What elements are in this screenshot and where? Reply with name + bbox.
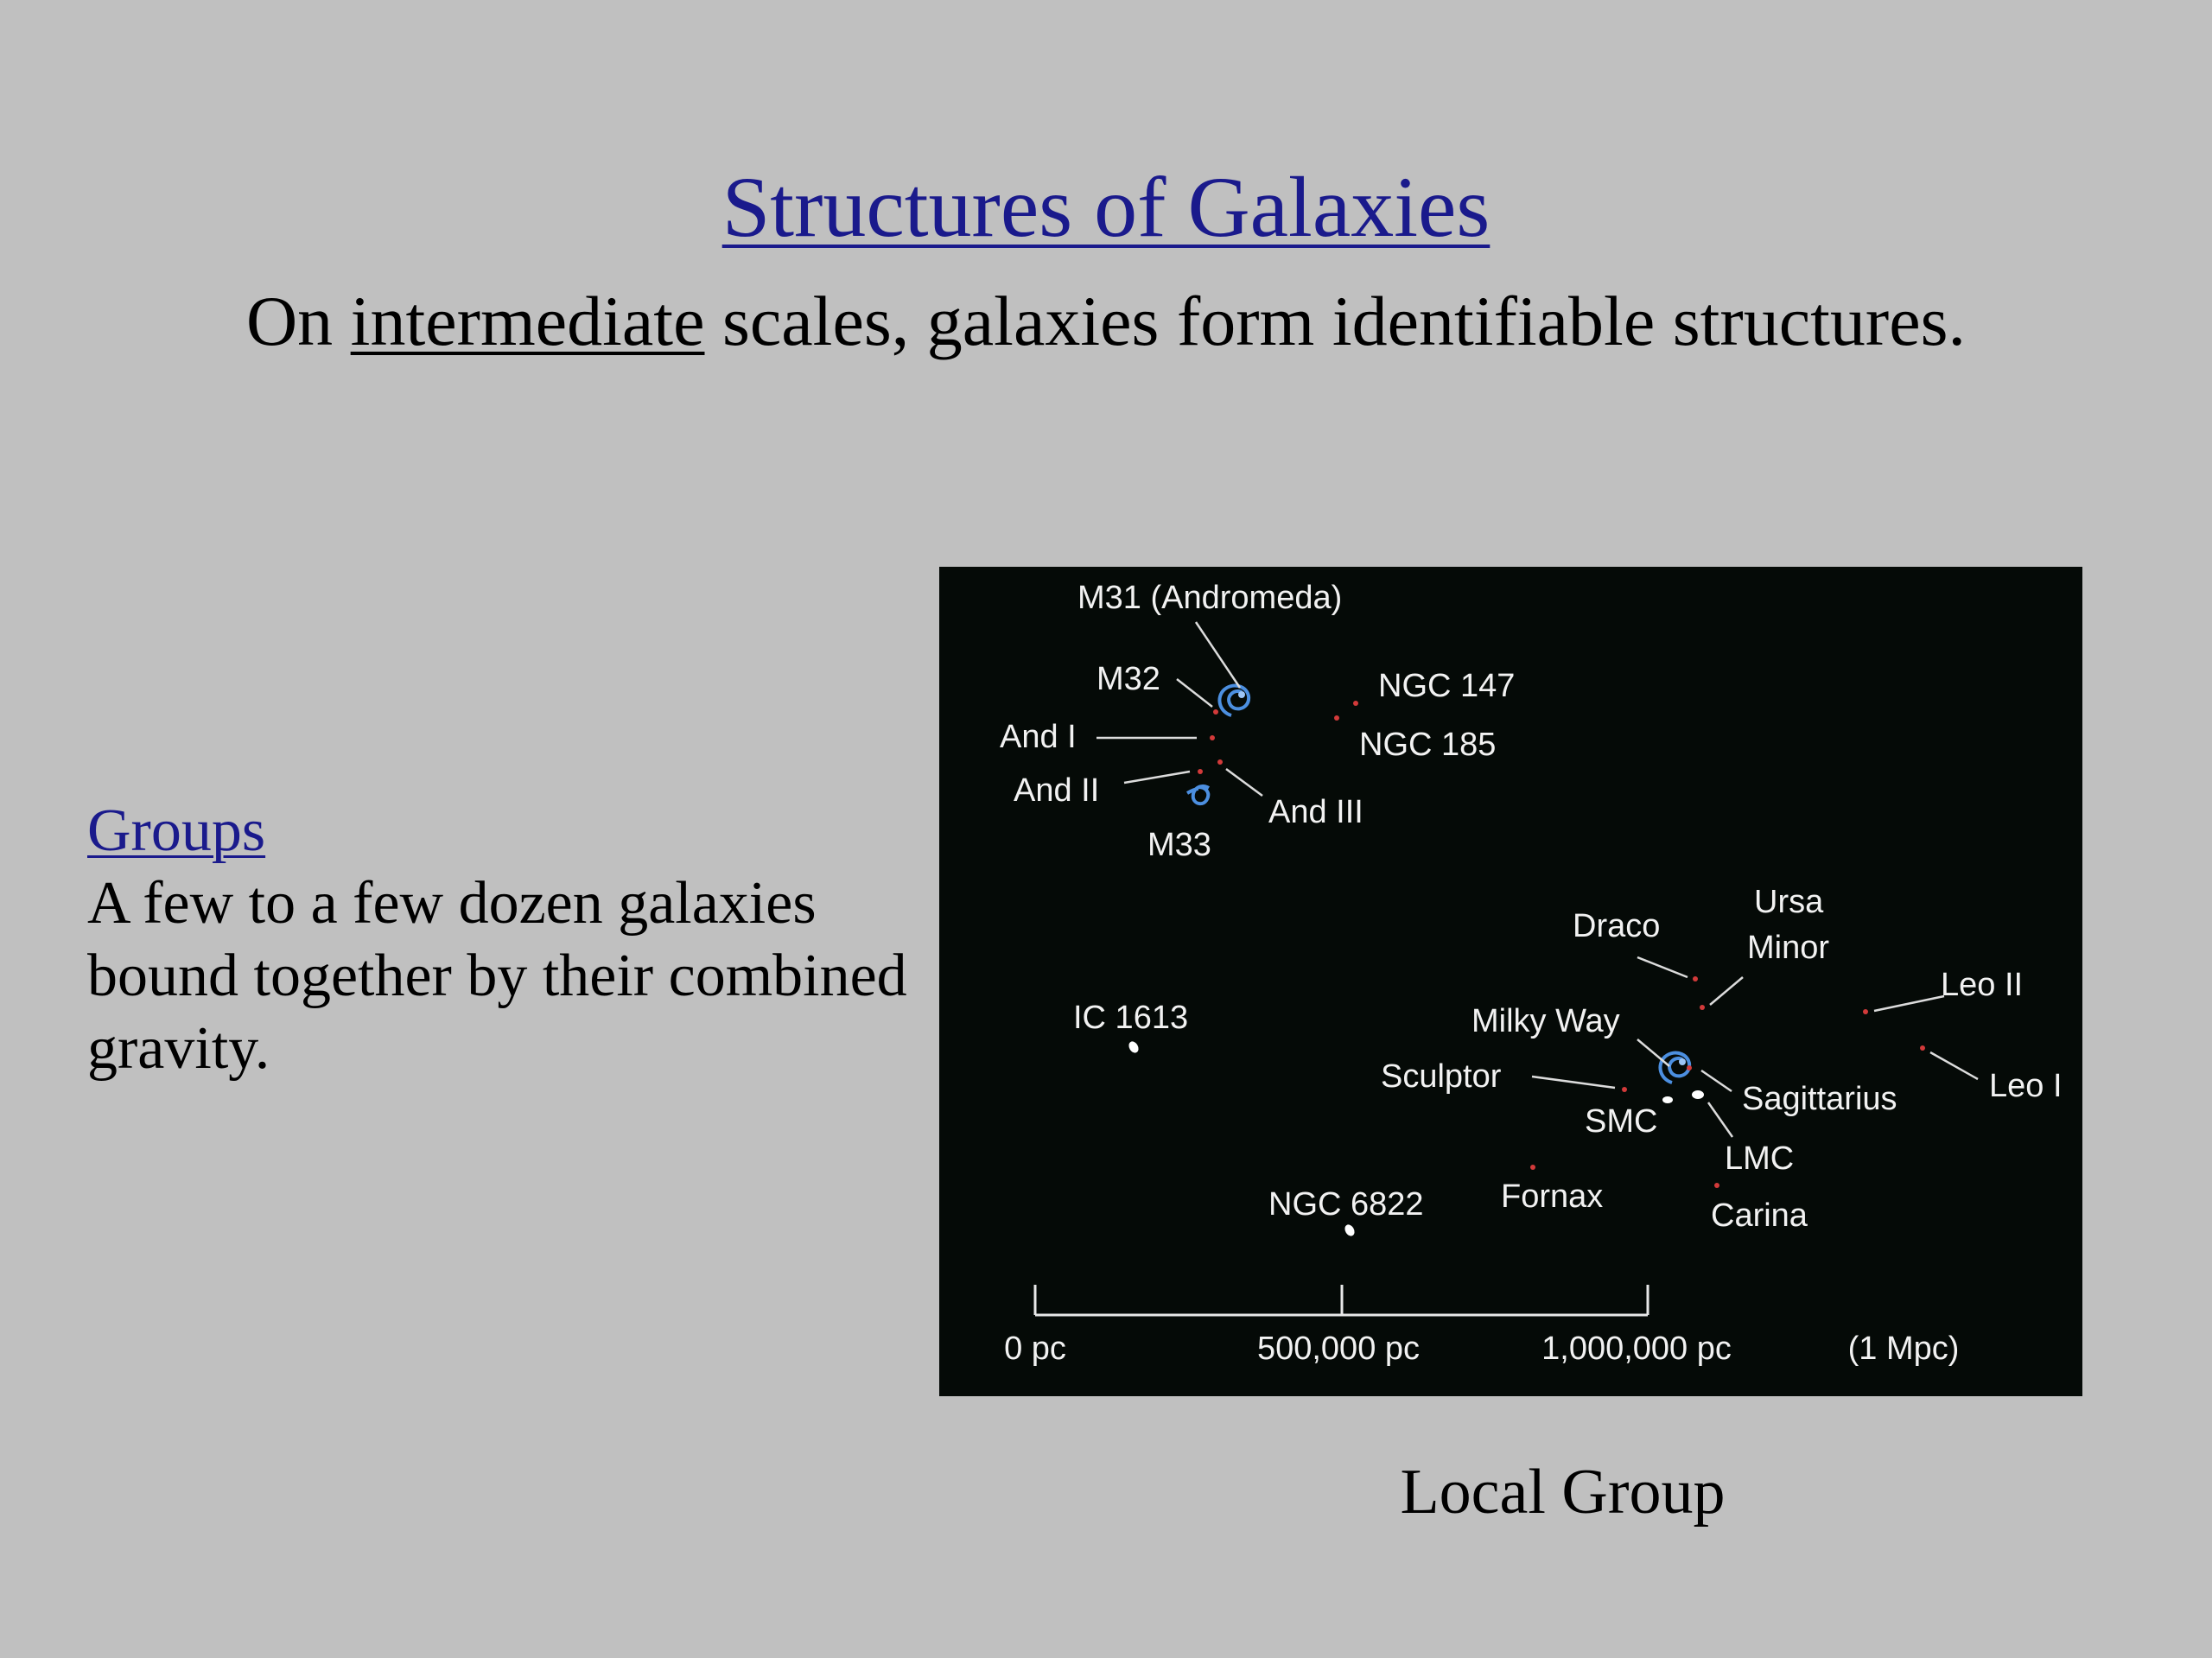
slide-title-link[interactable]: Structures of Galaxies: [721, 159, 1491, 255]
and3-dot: [1217, 759, 1223, 765]
milky-way-leader: [1637, 1039, 1669, 1066]
leo1-leader: [1930, 1052, 1978, 1079]
slide-subtitle: [0, 278, 2212, 365]
scale-label-2: 1,000,000 pc: [1541, 1331, 1732, 1367]
label-leo2: Leo II: [1941, 967, 2024, 1003]
ngc147-dot: [1353, 701, 1358, 706]
label-smc: SMC: [1585, 1103, 1658, 1140]
leo2-leader: [1874, 996, 1944, 1011]
label-lmc: LMC: [1725, 1140, 1795, 1177]
scale-label-1: 500,000 pc: [1256, 1331, 1421, 1367]
label-and3: And III: [1268, 794, 1363, 830]
ic1613-blob: [1127, 1039, 1141, 1054]
milky-way-spiral-icon: [1660, 1053, 1689, 1083]
lmc-leader: [1708, 1102, 1732, 1137]
ngc185-dot: [1334, 715, 1339, 721]
and3-leader: [1226, 769, 1262, 796]
label-ursa-line2: Minor: [1747, 930, 1830, 966]
and2-dot: [1198, 769, 1203, 774]
m33-spiral-icon: [1187, 786, 1209, 804]
sagittarius-dot: [1687, 1065, 1692, 1070]
subtitle-emphasis: intermediate: [350, 282, 705, 360]
local-group-diagram: [939, 567, 2082, 1396]
label-ursa-line1: Ursa: [1754, 884, 1824, 920]
m31-spiral-icon: [1219, 686, 1249, 715]
groups-definition: [87, 795, 917, 1085]
label-m33: M33: [1147, 827, 1211, 863]
label-draco: Draco: [1573, 908, 1661, 944]
draco-dot: [1693, 976, 1698, 981]
scale-label-0: 0 pc: [1004, 1331, 1066, 1367]
label-m31: M31 (Andromeda): [1077, 580, 1343, 616]
and1-dot: [1210, 735, 1215, 740]
m32-leader: [1177, 679, 1212, 707]
label-milky-way: Milky Way: [1471, 1003, 1620, 1039]
lmc-blob: [1692, 1090, 1704, 1099]
fornax-dot: [1530, 1165, 1535, 1170]
ursa-minor-dot: [1700, 1005, 1705, 1010]
scale-unit-note: (1 Mpc): [1847, 1331, 1960, 1367]
slide-title: [0, 156, 2212, 259]
carina-dot: [1714, 1183, 1719, 1188]
ngc6822-blob: [1343, 1223, 1357, 1237]
label-ngc185: NGC 185: [1359, 727, 1497, 763]
m32-dot: [1213, 709, 1218, 715]
m31-leader: [1196, 622, 1240, 688]
scale-bar: [1004, 1285, 1959, 1367]
label-and1: And I: [1000, 719, 1077, 755]
subtitle-pre: On: [245, 282, 351, 360]
leo2-dot: [1863, 1009, 1868, 1014]
label-fornax: Fornax: [1501, 1178, 1604, 1215]
label-ngc6822: NGC 6822: [1268, 1186, 1424, 1223]
smc-blob: [1662, 1096, 1673, 1103]
subtitle-post: scales, galaxies form identifiable structures.: [704, 282, 1967, 360]
label-and2: And II: [1014, 772, 1100, 809]
groups-description: A few to a few dozen galaxies bound together by their combined gravity.: [87, 870, 907, 1082]
label-sagittarius: Sagittarius: [1742, 1081, 1897, 1117]
label-ngc147: NGC 147: [1378, 668, 1516, 704]
sculptor-dot: [1622, 1087, 1627, 1092]
sculptor-leader: [1532, 1077, 1615, 1088]
label-carina: Carina: [1711, 1197, 1808, 1234]
figure-caption: Local Group: [1400, 1457, 1726, 1528]
sagittarius-leader: [1701, 1070, 1732, 1091]
ursa-minor-leader: [1710, 977, 1743, 1005]
draco-leader: [1637, 957, 1688, 977]
local-group-map: [939, 567, 2082, 1396]
label-ic1613: IC 1613: [1073, 1000, 1189, 1036]
leo1-dot: [1920, 1045, 1925, 1051]
label-sculptor: Sculptor: [1381, 1058, 1502, 1095]
groups-heading-link[interactable]: Groups: [87, 797, 266, 864]
and2-leader: [1124, 772, 1190, 783]
label-leo1: Leo I: [1989, 1068, 2063, 1104]
label-m32: M32: [1096, 661, 1160, 697]
